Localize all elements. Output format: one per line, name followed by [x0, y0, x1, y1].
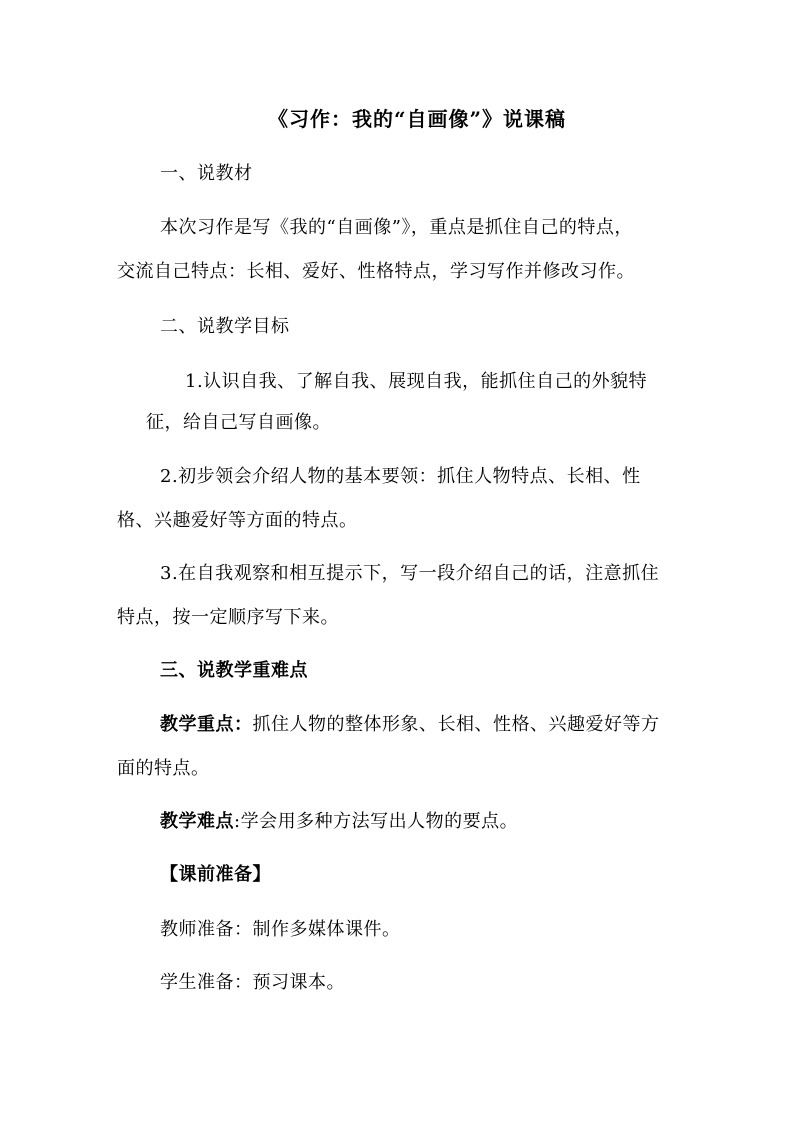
- section-heading-textbook: 一、说教材: [160, 163, 253, 184]
- key-point-label: 教学重点：: [160, 714, 253, 735]
- goal-2-line-1: 2.初步领会介绍人物的基本要领：抓住人物特点、长相、性: [160, 466, 641, 487]
- preparation-heading: 【课前准备】: [160, 864, 271, 885]
- goal-2-line-2: 格、兴趣爱好等方面的特点。: [117, 510, 358, 531]
- document-title: 《习作：我的“自画像”》说课稿: [268, 107, 567, 131]
- difficulty-text: :学会用多种方法写出人物的要点。: [234, 811, 519, 832]
- key-point-text: 抓住人物的整体形象、长相、性格、兴趣爱好等方: [252, 714, 660, 735]
- difficulty-line: [160, 810, 518, 834]
- section-heading-goals: 二、说教学目标: [160, 316, 290, 337]
- goal-3-line-1: 3.在自我观察和相互提示下，写一段介绍自己的话，注意抓住: [160, 563, 660, 584]
- textbook-paragraph-line-1: 本次习作是写《我的“自画像”》，重点是抓住自己的特点，: [160, 217, 633, 238]
- key-point-line-1: [160, 713, 660, 737]
- goal-3-line-2: 特点，按一定顺序写下来。: [117, 607, 339, 628]
- textbook-paragraph-line-2: 交流自己特点：长相、爱好、性格特点，学习写作并修改习作。: [117, 261, 635, 282]
- difficulty-label: 教学难点: [160, 811, 234, 832]
- section-heading-key-points: 三、说教学重难点: [160, 660, 308, 681]
- student-preparation: 学生准备：预习课本。: [160, 972, 345, 993]
- key-point-line-2: 面的特点。: [117, 758, 210, 779]
- goal-1-line-1: 1.认识自我、了解自我、展现自我，能抓住自己的外貌特: [185, 371, 648, 392]
- teacher-preparation: 教师准备：制作多媒体课件。: [160, 919, 401, 940]
- goal-1-line-2: 征，给自己写自画像。: [146, 412, 331, 433]
